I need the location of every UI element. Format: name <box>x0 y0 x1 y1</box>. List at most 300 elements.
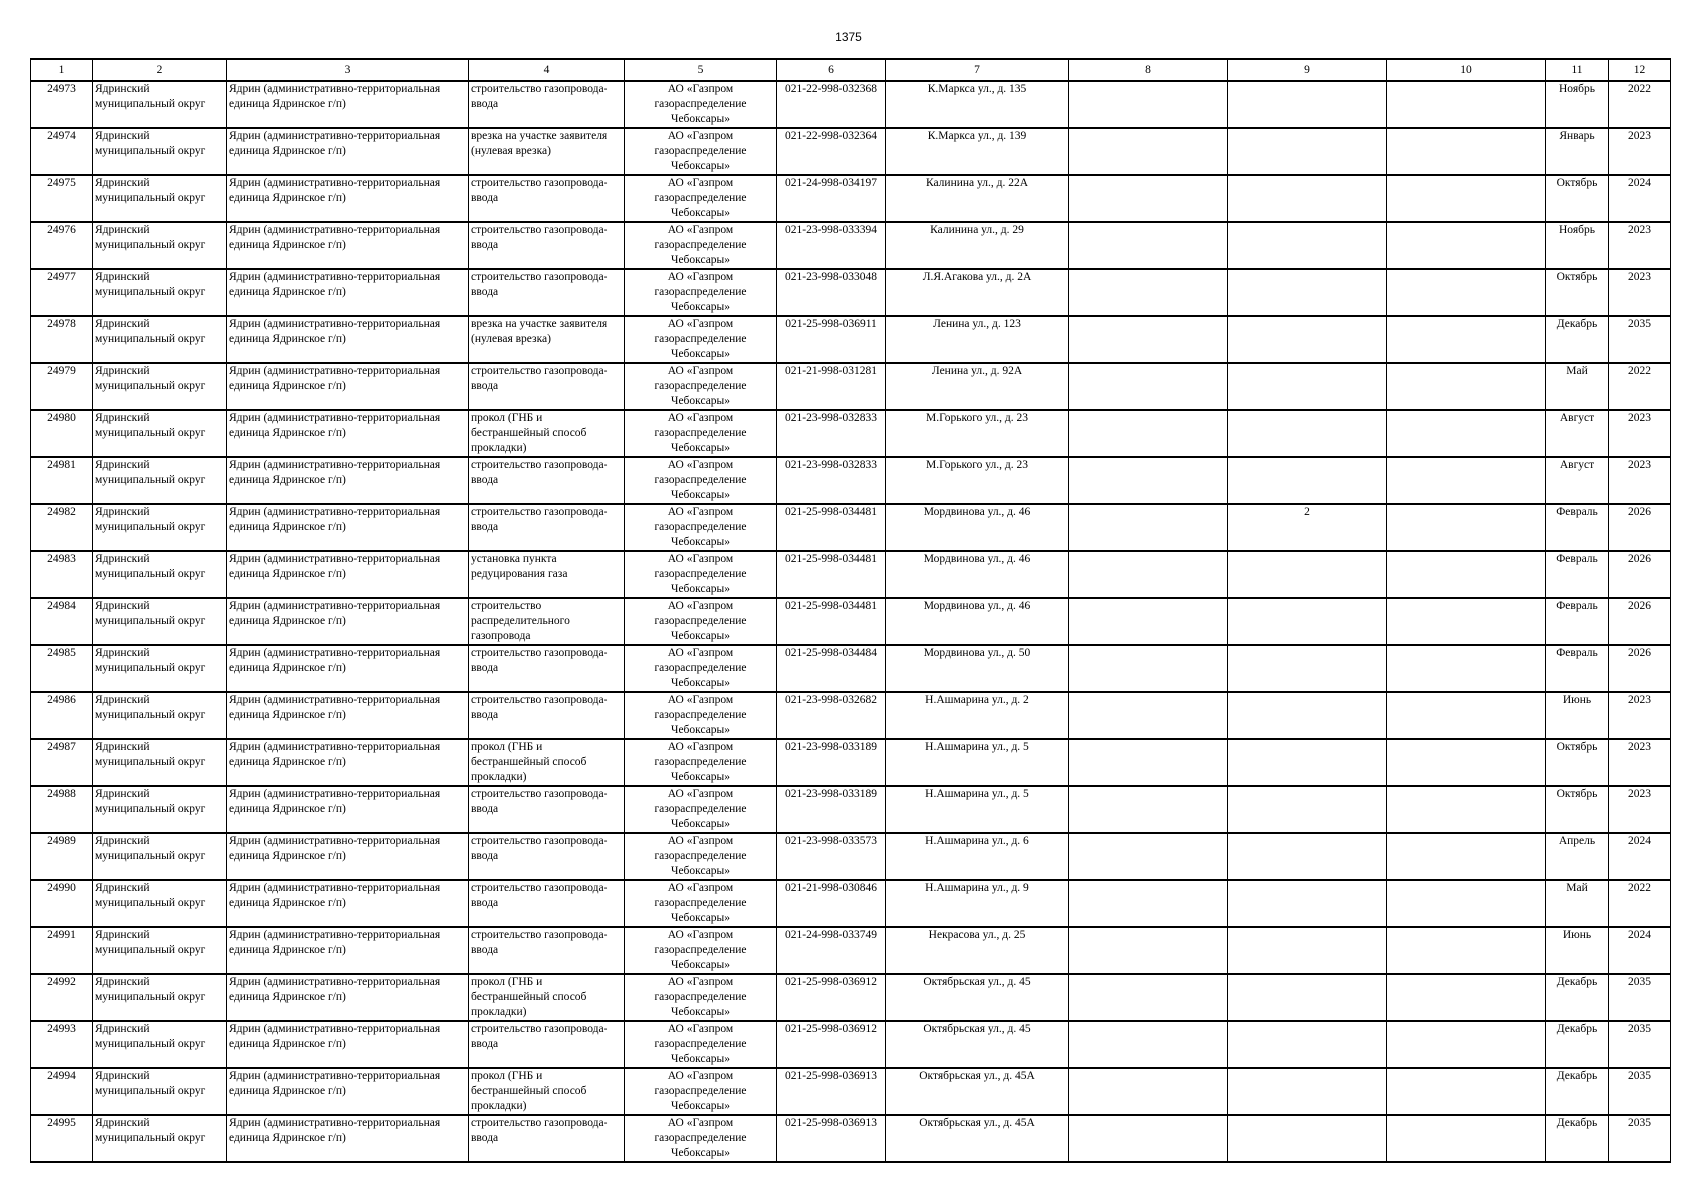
cell-col-work-type: прокол (ГНБ и бестраншейный способ прокладки) <box>469 739 625 786</box>
cell-col-10 <box>1387 269 1546 316</box>
cell-col-municipality: Ядринский муниципальный округ <box>93 880 227 927</box>
cell-col-year: 2026 <box>1609 645 1671 692</box>
cell-col-application-id: 021-25-998-036912 <box>777 974 886 1021</box>
cell-col-number: 24973 <box>31 81 93 128</box>
cell-col-number: 24981 <box>31 457 93 504</box>
cell-col-10 <box>1387 1115 1546 1162</box>
cell-col-month: Январь <box>1546 128 1609 175</box>
cell-col-number: 24978 <box>31 316 93 363</box>
cell-col-year: 2035 <box>1609 316 1671 363</box>
cell-col-9 <box>1228 974 1387 1021</box>
cell-col-month: Декабрь <box>1546 1021 1609 1068</box>
table-row <box>31 974 1671 1021</box>
cell-col-settlement: Ядрин (административно-территориальная единица Ядринское г/п) <box>227 974 469 1021</box>
cell-col-application-id: 021-25-998-036913 <box>777 1115 886 1162</box>
cell-col-municipality: Ядринский муниципальный округ <box>93 1068 227 1115</box>
cell-col-application-id: 021-23-998-033189 <box>777 739 886 786</box>
cell-col-month: Апрель <box>1546 833 1609 880</box>
cell-col-8 <box>1069 363 1228 410</box>
cell-col-application-id: 021-23-998-033189 <box>777 786 886 833</box>
cell-col-year: 2023 <box>1609 739 1671 786</box>
cell-col-work-type: строительство газопровода-ввода <box>469 269 625 316</box>
cell-col-number: 24985 <box>31 645 93 692</box>
cell-col-month: Август <box>1546 457 1609 504</box>
cell-col-settlement: Ядрин (административно-территориальная единица Ядринское г/п) <box>227 786 469 833</box>
cell-col-application-id: 021-25-998-034481 <box>777 504 886 551</box>
cell-col-municipality: Ядринский муниципальный округ <box>93 598 227 645</box>
table-row <box>31 786 1671 833</box>
cell-col-work-type: строительство газопровода-ввода <box>469 833 625 880</box>
table-row <box>31 551 1671 598</box>
cell-col-work-type: строительство газопровода-ввода <box>469 363 625 410</box>
cell-col-year: 2024 <box>1609 175 1671 222</box>
header-col-month: 11 <box>1546 59 1609 81</box>
cell-col-settlement: Ядрин (административно-территориальная единица Ядринское г/п) <box>227 692 469 739</box>
cell-col-8 <box>1069 128 1228 175</box>
cell-col-number: 24980 <box>31 410 93 457</box>
cell-col-municipality: Ядринский муниципальный округ <box>93 504 227 551</box>
header-col-organization: 5 <box>625 59 777 81</box>
page-number: 1375 <box>835 30 862 44</box>
cell-col-9 <box>1228 833 1387 880</box>
cell-col-application-id: 021-23-998-033394 <box>777 222 886 269</box>
cell-col-settlement: Ядрин (административно-территориальная единица Ядринское г/п) <box>227 880 469 927</box>
cell-col-8 <box>1069 1021 1228 1068</box>
cell-col-number: 24988 <box>31 786 93 833</box>
cell-col-10 <box>1387 598 1546 645</box>
cell-col-organization: АО «Газпром газораспределение Чебоксары» <box>625 692 777 739</box>
cell-col-work-type: строительство газопровода-ввода <box>469 81 625 128</box>
cell-col-organization: АО «Газпром газораспределение Чебоксары» <box>625 175 777 222</box>
header-col-number: 1 <box>31 59 93 81</box>
cell-col-9 <box>1228 692 1387 739</box>
table-row <box>31 269 1671 316</box>
cell-col-10 <box>1387 316 1546 363</box>
table-row <box>31 222 1671 269</box>
cell-col-application-id: 021-22-998-032368 <box>777 81 886 128</box>
cell-col-work-type: строительство газопровода-ввода <box>469 457 625 504</box>
cell-col-number: 24982 <box>31 504 93 551</box>
cell-col-address: Ленина ул., д. 123 <box>886 316 1069 363</box>
cell-col-address: Ленина ул., д. 92А <box>886 363 1069 410</box>
cell-col-address: К.Маркса ул., д. 139 <box>886 128 1069 175</box>
cell-col-9 <box>1228 927 1387 974</box>
cell-col-organization: АО «Газпром газораспределение Чебоксары» <box>625 363 777 410</box>
cell-col-8 <box>1069 316 1228 363</box>
cell-col-organization: АО «Газпром газораспределение Чебоксары» <box>625 504 777 551</box>
cell-col-8 <box>1069 551 1228 598</box>
table-row <box>31 410 1671 457</box>
cell-col-organization: АО «Газпром газораспределение Чебоксары» <box>625 551 777 598</box>
cell-col-settlement: Ядрин (административно-территориальная единица Ядринское г/п) <box>227 222 469 269</box>
cell-col-8 <box>1069 645 1228 692</box>
cell-col-settlement: Ядрин (административно-территориальная единица Ядринское г/п) <box>227 316 469 363</box>
cell-col-year: 2035 <box>1609 1068 1671 1115</box>
cell-col-month: Июнь <box>1546 927 1609 974</box>
cell-col-settlement: Ядрин (административно-территориальная единица Ядринское г/п) <box>227 551 469 598</box>
cell-col-year: 2023 <box>1609 269 1671 316</box>
cell-col-municipality: Ядринский муниципальный округ <box>93 457 227 504</box>
cell-col-9 <box>1228 1115 1387 1162</box>
cell-col-year: 2022 <box>1609 81 1671 128</box>
cell-col-8 <box>1069 504 1228 551</box>
cell-col-application-id: 021-23-998-032682 <box>777 692 886 739</box>
header-col-8: 8 <box>1069 59 1228 81</box>
cell-col-application-id: 021-25-998-036911 <box>777 316 886 363</box>
cell-col-year: 2023 <box>1609 128 1671 175</box>
cell-col-9 <box>1228 645 1387 692</box>
cell-col-number: 24983 <box>31 551 93 598</box>
cell-col-organization: АО «Газпром газораспределение Чебоксары» <box>625 222 777 269</box>
cell-col-work-type: строительство газопровода-ввода <box>469 645 625 692</box>
header-col-10: 10 <box>1387 59 1546 81</box>
cell-col-municipality: Ядринский муниципальный округ <box>93 316 227 363</box>
cell-col-8 <box>1069 269 1228 316</box>
cell-col-9 <box>1228 880 1387 927</box>
cell-col-month: Февраль <box>1546 504 1609 551</box>
cell-col-9 <box>1228 786 1387 833</box>
table-row <box>31 81 1671 128</box>
cell-col-municipality: Ядринский муниципальный округ <box>93 128 227 175</box>
cell-col-municipality: Ядринский муниципальный округ <box>93 1021 227 1068</box>
cell-col-organization: АО «Газпром газораспределение Чебоксары» <box>625 833 777 880</box>
cell-col-municipality: Ядринский муниципальный округ <box>93 363 227 410</box>
cell-col-address: Некрасова ул., д. 25 <box>886 927 1069 974</box>
cell-col-settlement: Ядрин (административно-территориальная единица Ядринское г/п) <box>227 457 469 504</box>
cell-col-number: 24990 <box>31 880 93 927</box>
cell-col-9 <box>1228 363 1387 410</box>
cell-col-municipality: Ядринский муниципальный округ <box>93 1115 227 1162</box>
cell-col-municipality: Ядринский муниципальный округ <box>93 833 227 880</box>
cell-col-work-type: строительство газопровода-ввода <box>469 1115 625 1162</box>
cell-col-8 <box>1069 598 1228 645</box>
cell-col-8 <box>1069 786 1228 833</box>
cell-col-month: Май <box>1546 880 1609 927</box>
cell-col-10 <box>1387 222 1546 269</box>
cell-col-8 <box>1069 81 1228 128</box>
cell-col-year: 2026 <box>1609 598 1671 645</box>
cell-col-organization: АО «Газпром газораспределение Чебоксары» <box>625 410 777 457</box>
cell-col-application-id: 021-24-998-033749 <box>777 927 886 974</box>
cell-col-organization: АО «Газпром газораспределение Чебоксары» <box>625 974 777 1021</box>
table-row <box>31 316 1671 363</box>
cell-col-municipality: Ядринский муниципальный округ <box>93 927 227 974</box>
cell-col-application-id: 021-25-998-034481 <box>777 551 886 598</box>
cell-col-9 <box>1228 81 1387 128</box>
cell-col-number: 24974 <box>31 128 93 175</box>
cell-col-number: 24979 <box>31 363 93 410</box>
cell-col-year: 2035 <box>1609 974 1671 1021</box>
cell-col-number: 24986 <box>31 692 93 739</box>
cell-col-municipality: Ядринский муниципальный округ <box>93 269 227 316</box>
cell-col-application-id: 021-25-998-034484 <box>777 645 886 692</box>
cell-col-month: Февраль <box>1546 645 1609 692</box>
table-row <box>31 1115 1671 1162</box>
cell-col-application-id: 021-23-998-033573 <box>777 833 886 880</box>
cell-col-month: Октябрь <box>1546 269 1609 316</box>
header-col-municipality: 2 <box>93 59 227 81</box>
cell-col-work-type: строительство газопровода-ввода <box>469 1021 625 1068</box>
table-row <box>31 128 1671 175</box>
cell-col-year: 2022 <box>1609 363 1671 410</box>
cell-col-8 <box>1069 410 1228 457</box>
cell-col-municipality: Ядринский муниципальный округ <box>93 739 227 786</box>
cell-col-work-type: врезка на участке заявителя (нулевая врезка) <box>469 316 625 363</box>
table-row <box>31 363 1671 410</box>
cell-col-address: Л.Я.Агакова ул., д. 2А <box>886 269 1069 316</box>
cell-col-address: Мордвинова ул., д. 46 <box>886 551 1069 598</box>
cell-col-month: Декабрь <box>1546 974 1609 1021</box>
gas-connection-table <box>30 58 1671 1163</box>
cell-col-10 <box>1387 410 1546 457</box>
cell-col-10 <box>1387 175 1546 222</box>
cell-col-10 <box>1387 128 1546 175</box>
cell-col-application-id: 021-25-998-034481 <box>777 598 886 645</box>
cell-col-settlement: Ядрин (административно-территориальная единица Ядринское г/п) <box>227 269 469 316</box>
cell-col-year: 2035 <box>1609 1115 1671 1162</box>
cell-col-10 <box>1387 786 1546 833</box>
table-row <box>31 927 1671 974</box>
cell-col-9 <box>1228 457 1387 504</box>
cell-col-application-id: 021-23-998-032833 <box>777 457 886 504</box>
cell-col-year: 2023 <box>1609 410 1671 457</box>
cell-col-organization: АО «Газпром газораспределение Чебоксары» <box>625 598 777 645</box>
cell-col-settlement: Ядрин (административно-территориальная единица Ядринское г/п) <box>227 363 469 410</box>
cell-col-month: Август <box>1546 410 1609 457</box>
cell-col-year: 2023 <box>1609 222 1671 269</box>
cell-col-9 <box>1228 128 1387 175</box>
cell-col-work-type: прокол (ГНБ и бестраншейный способ прокладки) <box>469 410 625 457</box>
cell-col-settlement: Ядрин (административно-территориальная единица Ядринское г/п) <box>227 833 469 880</box>
cell-col-month: Декабрь <box>1546 316 1609 363</box>
table-row <box>31 504 1671 551</box>
cell-col-application-id: 021-24-998-034197 <box>777 175 886 222</box>
cell-col-application-id: 021-25-998-036912 <box>777 1021 886 1068</box>
cell-col-address: М.Горького ул., д. 23 <box>886 410 1069 457</box>
cell-col-organization: АО «Газпром газораспределение Чебоксары» <box>625 1068 777 1115</box>
cell-col-application-id: 021-21-998-030846 <box>777 880 886 927</box>
cell-col-10 <box>1387 81 1546 128</box>
cell-col-municipality: Ядринский муниципальный округ <box>93 974 227 1021</box>
cell-col-municipality: Ядринский муниципальный округ <box>93 410 227 457</box>
table-row <box>31 1068 1671 1115</box>
cell-col-year: 2023 <box>1609 786 1671 833</box>
header-col-year: 12 <box>1609 59 1671 81</box>
cell-col-organization: АО «Газпром газораспределение Чебоксары» <box>625 739 777 786</box>
cell-col-9 <box>1228 1068 1387 1115</box>
cell-col-organization: АО «Газпром газораспределение Чебоксары» <box>625 880 777 927</box>
cell-col-work-type: строительство газопровода-ввода <box>469 927 625 974</box>
table-header-row <box>31 59 1671 81</box>
cell-col-organization: АО «Газпром газораспределение Чебоксары» <box>625 786 777 833</box>
cell-col-10 <box>1387 504 1546 551</box>
cell-col-application-id: 021-25-998-036913 <box>777 1068 886 1115</box>
cell-col-8 <box>1069 974 1228 1021</box>
header-col-address: 7 <box>886 59 1069 81</box>
cell-col-month: Ноябрь <box>1546 222 1609 269</box>
header-col-application-id: 6 <box>777 59 886 81</box>
cell-col-month: Декабрь <box>1546 1115 1609 1162</box>
cell-col-address: М.Горького ул., д. 23 <box>886 457 1069 504</box>
cell-col-organization: АО «Газпром газораспределение Чебоксары» <box>625 927 777 974</box>
cell-col-work-type: строительство газопровода-ввода <box>469 504 625 551</box>
cell-col-settlement: Ядрин (административно-территориальная единица Ядринское г/п) <box>227 410 469 457</box>
cell-col-address: Калинина ул., д. 29 <box>886 222 1069 269</box>
cell-col-settlement: Ядрин (административно-территориальная единица Ядринское г/п) <box>227 598 469 645</box>
table-row <box>31 692 1671 739</box>
cell-col-settlement: Ядрин (административно-территориальная единица Ядринское г/п) <box>227 1115 469 1162</box>
table-row <box>31 880 1671 927</box>
cell-col-address: Октябрьская ул., д. 45 <box>886 974 1069 1021</box>
cell-col-settlement: Ядрин (административно-территориальная единица Ядринское г/п) <box>227 927 469 974</box>
cell-col-10 <box>1387 551 1546 598</box>
cell-col-year: 2023 <box>1609 457 1671 504</box>
cell-col-address: Калинина ул., д. 22А <box>886 175 1069 222</box>
cell-col-work-type: строительство газопровода-ввода <box>469 175 625 222</box>
cell-col-year: 2026 <box>1609 504 1671 551</box>
cell-col-work-type: установка пункта редуцирования газа <box>469 551 625 598</box>
cell-col-number: 24989 <box>31 833 93 880</box>
cell-col-organization: АО «Газпром газораспределение Чебоксары» <box>625 81 777 128</box>
cell-col-8 <box>1069 222 1228 269</box>
cell-col-year: 2023 <box>1609 692 1671 739</box>
cell-col-number: 24995 <box>31 1115 93 1162</box>
cell-col-organization: АО «Газпром газораспределение Чебоксары» <box>625 1021 777 1068</box>
cell-col-8 <box>1069 175 1228 222</box>
cell-col-year: 2022 <box>1609 880 1671 927</box>
cell-col-month: Июнь <box>1546 692 1609 739</box>
cell-col-settlement: Ядрин (административно-территориальная единица Ядринское г/п) <box>227 175 469 222</box>
cell-col-10 <box>1387 880 1546 927</box>
cell-col-work-type: строительство газопровода-ввода <box>469 880 625 927</box>
cell-col-9 <box>1228 551 1387 598</box>
cell-col-10 <box>1387 974 1546 1021</box>
cell-col-organization: АО «Газпром газораспределение Чебоксары» <box>625 269 777 316</box>
cell-col-number: 24991 <box>31 927 93 974</box>
cell-col-year: 2024 <box>1609 927 1671 974</box>
cell-col-settlement: Ядрин (административно-территориальная единица Ядринское г/п) <box>227 504 469 551</box>
cell-col-year: 2035 <box>1609 1021 1671 1068</box>
cell-col-month: Октябрь <box>1546 786 1609 833</box>
cell-col-10 <box>1387 1068 1546 1115</box>
table-row <box>31 739 1671 786</box>
cell-col-address: Мордвинова ул., д. 46 <box>886 504 1069 551</box>
cell-col-10 <box>1387 1021 1546 1068</box>
cell-col-number: 24992 <box>31 974 93 1021</box>
cell-col-year: 2026 <box>1609 551 1671 598</box>
cell-col-work-type: прокол (ГНБ и бестраншейный способ прокладки) <box>469 1068 625 1115</box>
cell-col-10 <box>1387 363 1546 410</box>
cell-col-10 <box>1387 645 1546 692</box>
cell-col-month: Февраль <box>1546 598 1609 645</box>
table-row <box>31 833 1671 880</box>
cell-col-settlement: Ядрин (административно-территориальная единица Ядринское г/п) <box>227 1068 469 1115</box>
cell-col-work-type: строительство распределительного газопровода <box>469 598 625 645</box>
cell-col-municipality: Ядринский муниципальный округ <box>93 222 227 269</box>
cell-col-9 <box>1228 739 1387 786</box>
cell-col-address: Октябрьская ул., д. 45 <box>886 1021 1069 1068</box>
cell-col-application-id: 021-22-998-032364 <box>777 128 886 175</box>
cell-col-number: 24994 <box>31 1068 93 1115</box>
cell-col-organization: АО «Газпром газораспределение Чебоксары» <box>625 1115 777 1162</box>
cell-col-month: Ноябрь <box>1546 81 1609 128</box>
table-row <box>31 175 1671 222</box>
cell-col-organization: АО «Газпром газораспределение Чебоксары» <box>625 128 777 175</box>
cell-col-9 <box>1228 269 1387 316</box>
cell-col-9 <box>1228 175 1387 222</box>
cell-col-9: 2 <box>1228 504 1387 551</box>
cell-col-10 <box>1387 833 1546 880</box>
cell-col-work-type: строительство газопровода-ввода <box>469 692 625 739</box>
table-row <box>31 1021 1671 1068</box>
cell-col-settlement: Ядрин (административно-территориальная единица Ядринское г/п) <box>227 81 469 128</box>
cell-col-8 <box>1069 457 1228 504</box>
cell-col-address: Мордвинова ул., д. 50 <box>886 645 1069 692</box>
cell-col-organization: АО «Газпром газораспределение Чебоксары» <box>625 316 777 363</box>
cell-col-organization: АО «Газпром газораспределение Чебоксары» <box>625 457 777 504</box>
cell-col-8 <box>1069 739 1228 786</box>
cell-col-settlement: Ядрин (административно-территориальная единица Ядринское г/п) <box>227 645 469 692</box>
cell-col-address: Н.Ашмарина ул., д. 5 <box>886 739 1069 786</box>
cell-col-municipality: Ядринский муниципальный округ <box>93 81 227 128</box>
cell-col-10 <box>1387 927 1546 974</box>
cell-col-8 <box>1069 927 1228 974</box>
cell-col-month: Октябрь <box>1546 175 1609 222</box>
cell-col-work-type: врезка на участке заявителя (нулевая врезка) <box>469 128 625 175</box>
cell-col-address: Октябрьская ул., д. 45А <box>886 1115 1069 1162</box>
cell-col-9 <box>1228 316 1387 363</box>
header-col-9: 9 <box>1228 59 1387 81</box>
cell-col-application-id: 021-23-998-032833 <box>777 410 886 457</box>
cell-col-work-type: строительство газопровода-ввода <box>469 222 625 269</box>
cell-col-month: Декабрь <box>1546 1068 1609 1115</box>
cell-col-10 <box>1387 457 1546 504</box>
cell-col-number: 24976 <box>31 222 93 269</box>
cell-col-8 <box>1069 833 1228 880</box>
cell-col-month: Октябрь <box>1546 739 1609 786</box>
cell-col-8 <box>1069 1115 1228 1162</box>
cell-col-work-type: строительство газопровода-ввода <box>469 786 625 833</box>
cell-col-number: 24984 <box>31 598 93 645</box>
cell-col-municipality: Ядринский муниципальный округ <box>93 786 227 833</box>
cell-col-number: 24987 <box>31 739 93 786</box>
header-col-work-type: 4 <box>469 59 625 81</box>
cell-col-address: Мордвинова ул., д. 46 <box>886 598 1069 645</box>
cell-col-10 <box>1387 739 1546 786</box>
table-row <box>31 645 1671 692</box>
cell-col-10 <box>1387 692 1546 739</box>
cell-col-8 <box>1069 692 1228 739</box>
header-col-settlement: 3 <box>227 59 469 81</box>
cell-col-year: 2024 <box>1609 833 1671 880</box>
cell-col-organization: АО «Газпром газораспределение Чебоксары» <box>625 645 777 692</box>
cell-col-address: К.Маркса ул., д. 135 <box>886 81 1069 128</box>
cell-col-application-id: 021-23-998-033048 <box>777 269 886 316</box>
cell-col-number: 24975 <box>31 175 93 222</box>
cell-col-9 <box>1228 598 1387 645</box>
cell-col-application-id: 021-21-998-031281 <box>777 363 886 410</box>
cell-col-settlement: Ядрин (административно-территориальная единица Ядринское г/п) <box>227 1021 469 1068</box>
cell-col-address: Н.Ашмарина ул., д. 9 <box>886 880 1069 927</box>
cell-col-9 <box>1228 410 1387 457</box>
cell-col-municipality: Ядринский муниципальный округ <box>93 175 227 222</box>
cell-col-work-type: прокол (ГНБ и бестраншейный способ прокладки) <box>469 974 625 1021</box>
cell-col-municipality: Ядринский муниципальный округ <box>93 692 227 739</box>
table-row <box>31 598 1671 645</box>
cell-col-municipality: Ядринский муниципальный округ <box>93 645 227 692</box>
cell-col-month: Февраль <box>1546 551 1609 598</box>
cell-col-9 <box>1228 1021 1387 1068</box>
